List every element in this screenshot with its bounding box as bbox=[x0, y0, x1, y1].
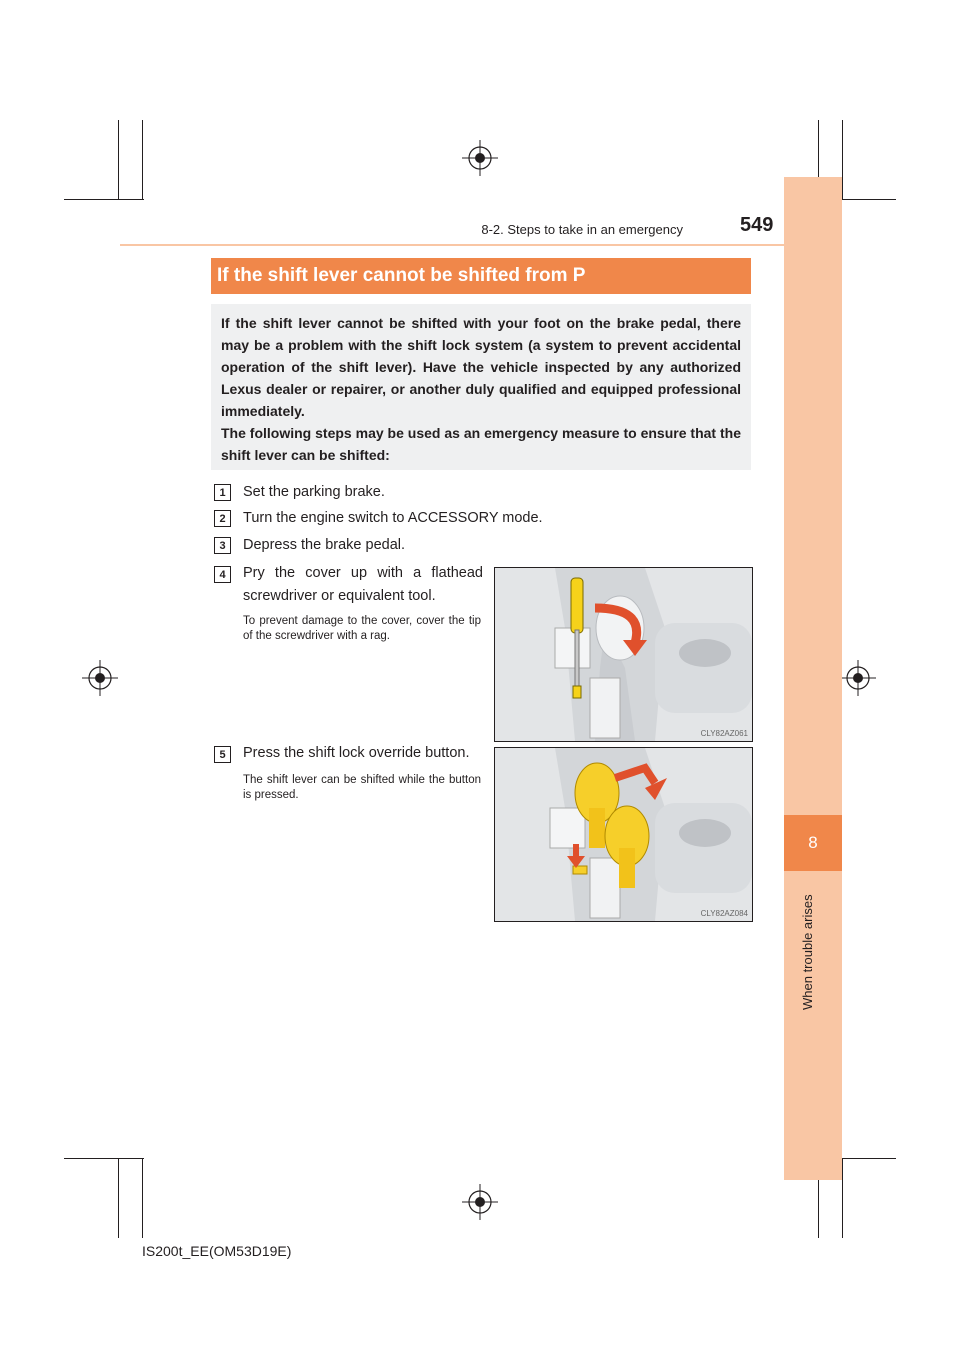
step-number: 5 bbox=[214, 746, 231, 763]
step-text: Pry the cover up with a flathead screwdriver or equivalent tool. bbox=[243, 565, 483, 604]
header-rule bbox=[120, 244, 842, 246]
step-number: 1 bbox=[214, 484, 231, 501]
step-text: Turn the engine switch to ACCESSORY mode. bbox=[243, 510, 543, 526]
crop-mark bbox=[142, 1158, 143, 1238]
footer-code: IS200t_EE(OM53D19E) bbox=[142, 1243, 292, 1259]
figure-screwdriver bbox=[494, 567, 753, 742]
step-number: 3 bbox=[214, 537, 231, 554]
figure-code: CLY82AZ084 bbox=[700, 909, 748, 918]
chapter-title: When trouble arises bbox=[800, 894, 815, 1010]
step-text: Set the parking brake. bbox=[243, 484, 385, 500]
intro-box bbox=[211, 304, 751, 470]
console-illustration-icon bbox=[495, 748, 752, 921]
step-text: Press the shift lock override button. bbox=[243, 745, 470, 761]
registration-mark-icon bbox=[460, 1182, 500, 1222]
step-note: To prevent damage to the cover, cover the tip of the screwdriver with a rag. bbox=[243, 615, 481, 642]
step-number: 4 bbox=[214, 566, 231, 583]
intro-paragraph: The following steps may be used as an emergency measure to ensure that the shift lever can be shifted: bbox=[221, 425, 741, 463]
intro-paragraph: If the shift lever cannot be shifted with your foot on the brake pedal, there may be a problem with the shift lock system (a system to prevent accidental operation of the shift lever). Have the vehicle inspected by any authorized Lexus dealer or repairer, or another duly qualified and equipped professional immediately. bbox=[221, 315, 741, 419]
crop-mark bbox=[842, 120, 843, 200]
registration-mark-icon bbox=[460, 138, 500, 178]
registration-mark-icon bbox=[838, 658, 878, 698]
step-note: The shift lever can be shifted while the button is pressed. bbox=[243, 774, 481, 801]
crop-mark bbox=[64, 1158, 144, 1159]
chapter-tab[interactable]: 8 bbox=[784, 815, 842, 871]
chapter-side-strip bbox=[784, 177, 842, 1180]
figure-override-button bbox=[494, 747, 753, 922]
crop-mark bbox=[118, 120, 119, 200]
crop-mark bbox=[142, 120, 143, 200]
crop-mark bbox=[64, 199, 144, 200]
step-text: Depress the brake pedal. bbox=[243, 537, 406, 553]
crop-mark bbox=[842, 1158, 843, 1238]
step-number: 2 bbox=[214, 510, 231, 527]
section-heading: If the shift lever cannot be shifted from P bbox=[211, 258, 751, 294]
registration-mark-icon bbox=[80, 658, 120, 698]
figure-code: CLY82AZ061 bbox=[700, 729, 748, 738]
crop-mark bbox=[118, 1158, 119, 1238]
section-title: 8-2. Steps to take in an emergency bbox=[481, 222, 683, 237]
console-illustration-icon bbox=[495, 568, 752, 741]
page-number: 549 bbox=[740, 214, 774, 236]
